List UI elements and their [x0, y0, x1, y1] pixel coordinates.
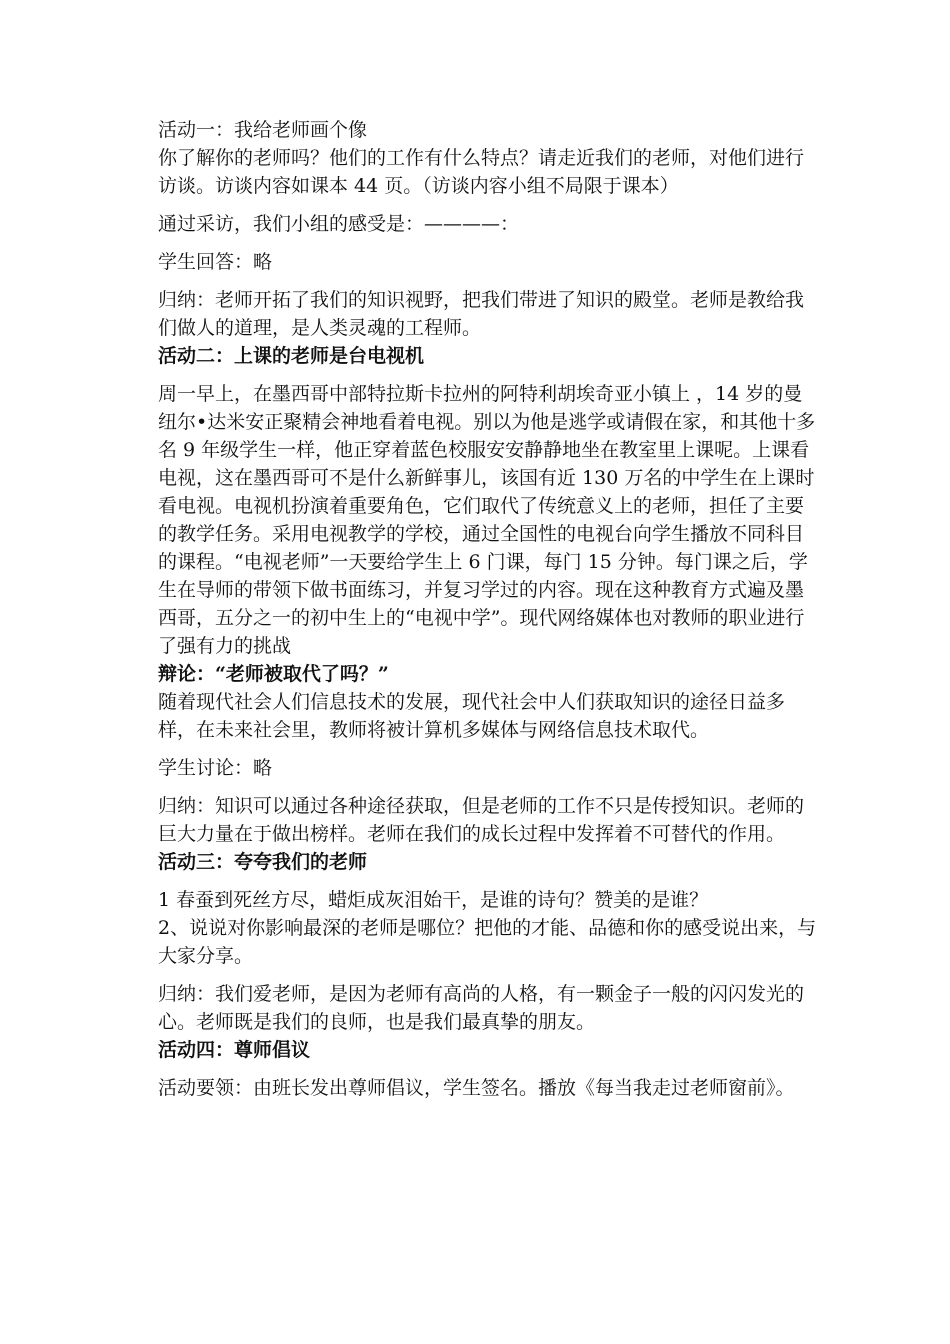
activity-3-question-1: 1 春蚕到死丝方尽，蜡炬成灰泪始干，是谁的诗句？赞美的是谁？	[158, 889, 709, 911]
activity-2-title: 活动二：上课的老师是台电视机	[158, 345, 425, 367]
activity-3-title: 活动三：夸夸我们的老师	[158, 851, 368, 873]
activity-1-answer: 学生回答：略	[158, 251, 273, 273]
activity-4-text: 活动要领：由班长发出尊师倡议，学生签名。播放《每当我走过老师窗前》。	[158, 1077, 795, 1099]
activity-1-summary: 归纳：老师开拓了我们的知识视野，把我们带进了知识的殿堂。老师是教给我们做人的道理，是人类灵魂的工程师。	[158, 289, 805, 339]
activity-3-summary: 归纳：我们爱老师，是因为老师有高尚的人格，有一颗金子一般的闪闪发光的心。老师既是我们的良师，也是我们最真挚的朋友。	[158, 983, 805, 1033]
activity-3-question-2: 2、说说对你影响最深的老师是哪位？把他的才能、品德和你的感受说出来，与大家分享。	[158, 917, 817, 967]
debate-title: 辩论：“老师被取代了吗？”	[158, 663, 389, 685]
activity-4-title: 活动四：尊师倡议	[158, 1039, 311, 1061]
document-page	[158, 116, 818, 1102]
debate-summary: 归纳：知识可以通过各种途径获取，但是老师的工作不只是传授知识。老师的巨大力量在于做出榜样。老师在我们的成长过程中发挥着不可替代的作用。	[158, 795, 805, 845]
activity-1-feeling: 通过采访，我们小组的感受是：————：	[158, 213, 520, 235]
activity-1-title: 活动一：我给老师画个像	[158, 119, 368, 141]
activity-2-story: 周一早上，在墨西哥中部特拉斯卡拉州的阿特利胡埃奇亚小镇上 ，14 岁的曼纽尔•达米安正聚精会神地看着电视。别以为他是逃学或请假在家，和其他十多名 9 年级学生一样，他正穿着蓝色校服安安静静地坐在教室里上课呢。上课看电视，这在墨西哥可不是什么新鲜事儿，该国有近 130 万名的中学生在上课时看电视。电视机扮演着重要角色，它们取代了传统意义上的老师，担任了主要的教学任务。采用电视教学的学校，通过全国性的电视台向学生播放不同科目的课程。“电视老师”一天要给学生上 6 门课，每门 15 分钟。每门课之后，学生在导师的带领下做书面练习，并复习学过的内容。现在这种教育方式遍及墨西哥，五分之一的初中生上的“电视中学”。现代网络媒体也对教师的职业进行了强有力的挑战	[158, 383, 816, 657]
debate-answer: 学生讨论：略	[158, 757, 273, 779]
debate-text: 随着现代社会人们信息技术的发展，现代社会中人们获取知识的途径日益多样，在未来社会里，教师将被计算机多媒体与网络信息技术取代。	[158, 691, 786, 741]
activity-1-intro: 你了解你的老师吗？他们的工作有什么特点？请走近我们的老师，对他们进行访谈。访谈内容如课本 44 页。（访谈内容小组不局限于课本）	[158, 147, 805, 197]
